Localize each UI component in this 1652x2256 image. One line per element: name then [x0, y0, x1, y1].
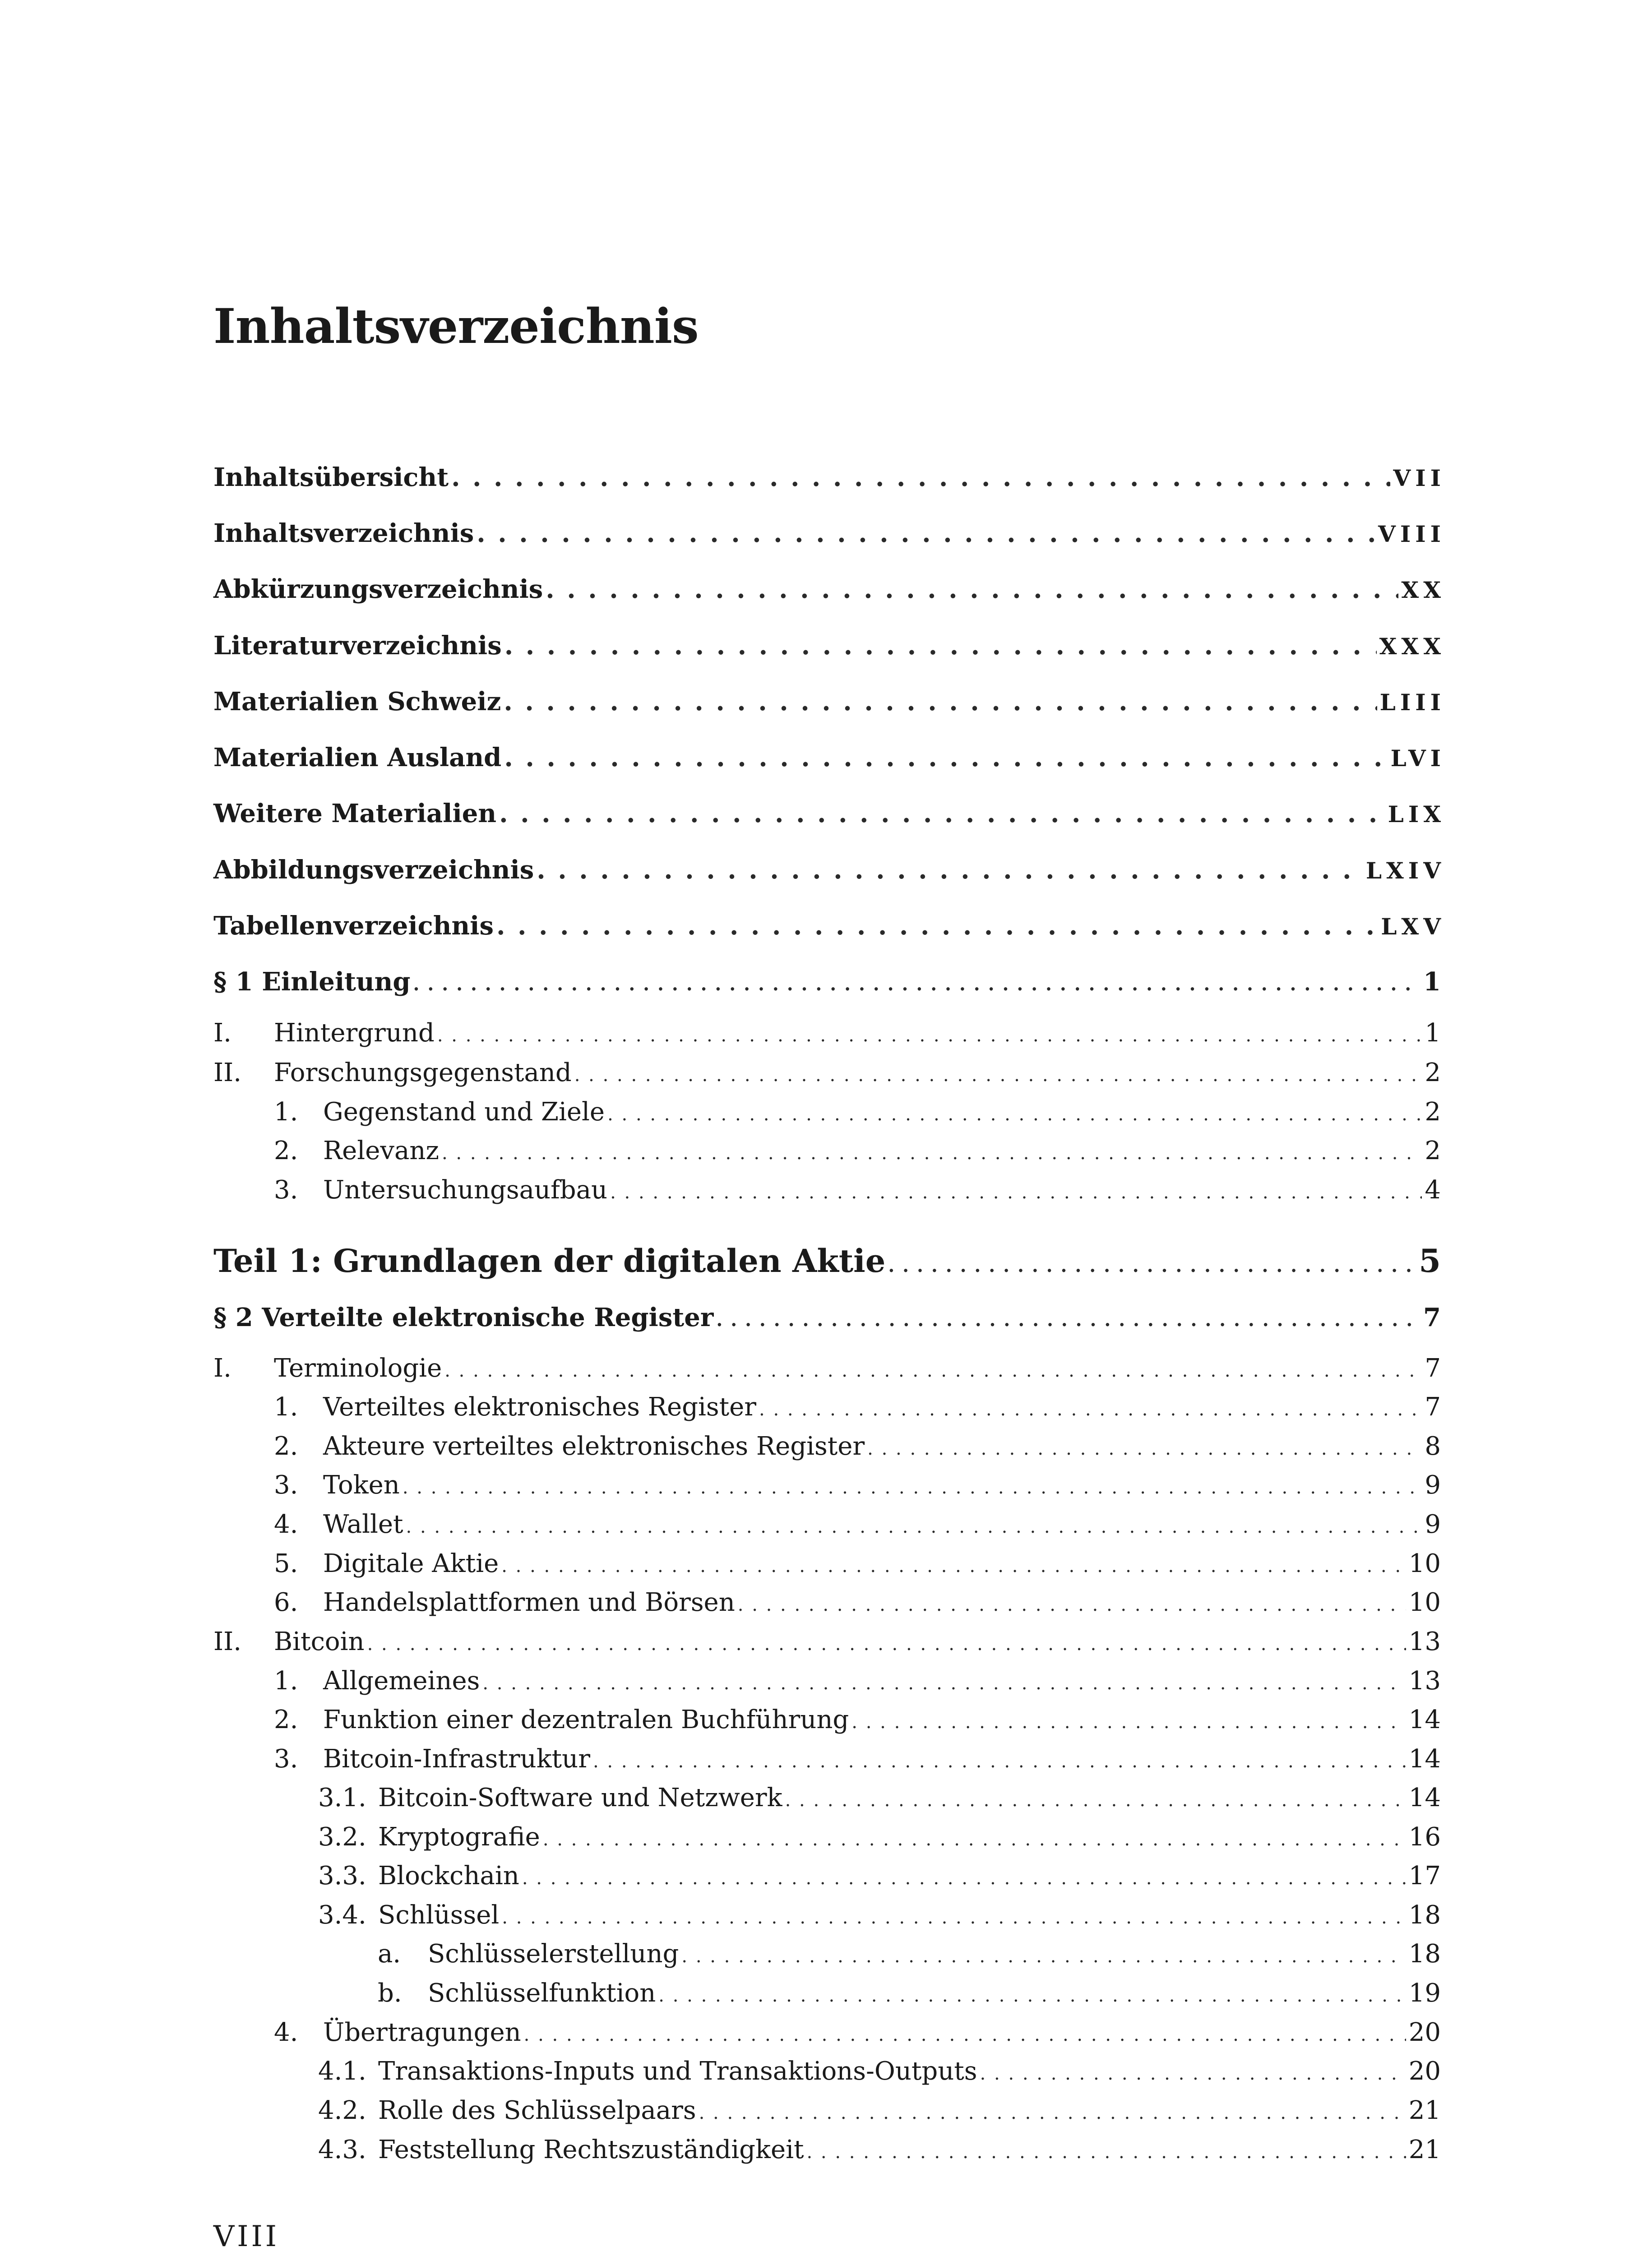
toc-entry-number: I. — [213, 1018, 231, 1048]
dot-leader — [759, 1401, 1422, 1419]
dot-leader — [807, 2143, 1406, 2161]
toc-entry[interactable] — [0, 1138, 1652, 1179]
toc-entry-number: 4.2. — [318, 2096, 366, 2125]
toc-entry[interactable] — [0, 689, 1652, 730]
toc-entry[interactable] — [0, 1707, 1652, 1748]
toc-entry-label: Rolle des Schlüsselpaars — [378, 2096, 696, 2125]
dot-leader — [451, 465, 1390, 490]
toc-entry[interactable] — [0, 1939, 1652, 1982]
toc-entry-page: VIII — [1378, 521, 1445, 547]
toc-entry[interactable] — [0, 1060, 1652, 1101]
toc-entry-number: 2. — [274, 1432, 298, 1461]
toc-entry[interactable] — [0, 1018, 1652, 1061]
toc-entry[interactable] — [0, 1900, 1652, 1943]
dot-leader — [610, 1183, 1422, 1202]
toc-entry-label: Blockchain — [378, 1861, 519, 1891]
toc-entry-page: 14 — [1408, 1744, 1441, 1774]
toc-entry-label: Untersuchungsaufbau — [323, 1175, 608, 1205]
dot-leader — [499, 801, 1385, 826]
toc-entry[interactable] — [0, 1470, 1652, 1513]
toc-entry[interactable] — [0, 1242, 1652, 1286]
toc-entry[interactable] — [0, 2020, 1652, 2061]
toc-entry[interactable] — [0, 1822, 1652, 1865]
page-title: Inhaltsverzeichnis — [213, 298, 699, 354]
toc-entry[interactable] — [0, 1175, 1652, 1218]
dot-leader — [593, 1752, 1406, 1771]
toc-entry-number: 1. — [274, 1666, 298, 1696]
dot-leader — [607, 1105, 1422, 1123]
dot-leader — [716, 1311, 1421, 1329]
toc-entry-number: 3. — [274, 1470, 298, 1500]
toc-entry-page: 21 — [1408, 2096, 1441, 2125]
toc-entry-label: Akteure verteiltes elektronisches Register — [323, 1432, 865, 1461]
toc-entry-label: Übertragungen — [323, 2018, 521, 2047]
toc-entry-page: 21 — [1408, 2135, 1441, 2164]
dot-leader — [524, 2026, 1406, 2044]
toc-entry[interactable] — [0, 1512, 1652, 1553]
toc-entry-page: 14 — [1408, 1783, 1441, 1812]
toc-entry-number: 3.1. — [318, 1783, 366, 1812]
toc-entry-number: a. — [378, 1939, 401, 1969]
dot-leader — [537, 857, 1363, 883]
toc-entry-page: 9 — [1425, 1470, 1441, 1500]
toc-entry-page: XXX — [1379, 633, 1445, 660]
toc-entry[interactable] — [0, 913, 1652, 954]
toc-entry-label: Weitere Materialien — [213, 799, 497, 828]
toc-entry-page: 16 — [1408, 1822, 1441, 1852]
toc-entry-page: 1 — [1425, 1018, 1441, 1048]
toc-entry-page: 18 — [1408, 1939, 1441, 1969]
dot-leader — [406, 1518, 1422, 1536]
dot-leader — [403, 1479, 1422, 1497]
toc-entry[interactable] — [0, 518, 1652, 561]
dot-leader — [522, 1869, 1406, 1887]
dot-leader — [574, 1066, 1422, 1084]
toc-entry-page: 7 — [1423, 1303, 1441, 1332]
dot-leader — [546, 577, 1398, 602]
toc-entry-number: 3.3. — [318, 1861, 366, 1891]
toc-entry-label: Schlüsselerstellung — [428, 1939, 679, 1969]
toc-entry-page: 2 — [1425, 1058, 1441, 1087]
toc-entry-page: 14 — [1408, 1705, 1441, 1734]
toc-entry-page: 9 — [1425, 1510, 1441, 1539]
toc-entry-page: VII — [1393, 465, 1445, 491]
dot-leader — [738, 1596, 1406, 1614]
toc-entry-number: 1. — [274, 1097, 298, 1127]
dot-leader — [867, 1440, 1422, 1458]
toc-entry-label: Wallet — [323, 1510, 403, 1539]
toc-entry-page: 2 — [1425, 1136, 1441, 1165]
toc-entry-page: 8 — [1425, 1432, 1441, 1461]
toc-entry[interactable] — [0, 1744, 1652, 1787]
toc-entry-label: Inhaltsübersicht — [213, 462, 449, 492]
toc-entry-label: Materialien Schweiz — [213, 687, 501, 717]
dot-leader — [413, 975, 1421, 994]
toc-entry-number: 4. — [274, 1510, 298, 1539]
dot-leader — [444, 1362, 1422, 1380]
toc-entry-page: XX — [1401, 577, 1445, 603]
toc-entry-number: 4.3. — [318, 2135, 366, 2164]
toc-entry-number: II. — [213, 1627, 242, 1656]
toc-entry-label: Abbildungsverzeichnis — [213, 855, 534, 885]
toc-entry-number: 4. — [274, 2018, 298, 2047]
toc-entry[interactable] — [0, 2137, 1652, 2178]
dot-leader — [504, 689, 1377, 714]
toc-entry[interactable] — [0, 1981, 1652, 2021]
toc-entry[interactable] — [0, 574, 1652, 617]
toc-entry[interactable] — [0, 1785, 1652, 1826]
dot-leader — [543, 1831, 1406, 1849]
toc-entry-label: Feststellung Rechtszuständigkeit — [378, 2135, 804, 2164]
dot-leader — [699, 2104, 1406, 2122]
toc-entry-page: 10 — [1408, 1549, 1441, 1578]
toc-entry[interactable] — [0, 2059, 1652, 2099]
toc-entry-page: 7 — [1425, 1392, 1441, 1422]
toc-entry-number: 1. — [274, 1392, 298, 1422]
dot-leader — [482, 1674, 1406, 1692]
toc-entry-label: Bitcoin-Infrastruktur — [323, 1744, 590, 1774]
toc-entry[interactable] — [0, 1666, 1652, 1709]
toc-entry-page: 17 — [1408, 1861, 1441, 1891]
dot-leader — [367, 1635, 1406, 1653]
toc-entry-label: Hintergrund — [274, 1018, 435, 1048]
dot-leader — [501, 1557, 1406, 1575]
toc-entry[interactable] — [0, 1305, 1652, 1345]
toc-entry-page: 18 — [1408, 1900, 1441, 1930]
dot-leader — [785, 1791, 1406, 1809]
toc-entry-page: LXV — [1381, 913, 1445, 940]
dot-leader — [477, 521, 1375, 546]
toc-entry-number: I. — [213, 1354, 231, 1383]
toc-entry-label: Teil 1: Grundlagen der digitalen Aktie — [213, 1242, 886, 1280]
toc-entry-number: 3.2. — [318, 1822, 366, 1852]
dot-leader — [504, 633, 1377, 658]
toc-entry-page: 1 — [1423, 967, 1441, 997]
toc-entry-label: § 1 Einleitung — [213, 967, 411, 997]
toc-entry-label: Tabellenverzeichnis — [213, 911, 494, 941]
toc-entry[interactable] — [0, 1551, 1652, 1592]
toc-entry-label: Inhaltsverzeichnis — [213, 518, 474, 548]
dot-leader — [437, 1026, 1422, 1045]
dot-leader — [496, 913, 1378, 938]
toc-entry-page: 2 — [1425, 1097, 1441, 1127]
toc-entry[interactable] — [0, 1629, 1652, 1670]
toc-entry-number: 3.4. — [318, 1900, 366, 1930]
toc-entry[interactable] — [0, 857, 1652, 898]
toc-entry-label: Terminologie — [274, 1354, 442, 1383]
toc-entry-page: 20 — [1408, 2057, 1441, 2086]
toc-entry-number: 2. — [274, 1136, 298, 1165]
toc-entry-page: 10 — [1408, 1588, 1441, 1617]
toc-entry-page: 20 — [1408, 2018, 1441, 2047]
toc-entry-page: 19 — [1408, 1979, 1441, 2008]
toc-entry-page: 4 — [1425, 1175, 1441, 1205]
toc-entry-label: Allgemeines — [323, 1666, 480, 1696]
toc-entry-label: Bitcoin-Software und Netzwerk — [378, 1783, 782, 1812]
dot-leader — [504, 745, 1388, 770]
toc-entry-number: 3. — [274, 1175, 298, 1205]
toc-entry-number: 2. — [274, 1705, 298, 1734]
dot-leader — [851, 1713, 1406, 1731]
toc-entry-label: Transaktions-Inputs und Transaktions-Outputs — [378, 2057, 977, 2086]
toc-entry-label: Token — [323, 1470, 400, 1500]
toc-entry[interactable] — [0, 1863, 1652, 1904]
toc-entry-page: 13 — [1408, 1666, 1441, 1696]
toc-entry[interactable] — [0, 1356, 1652, 1396]
toc-entry-label: Funktion einer dezentralen Buchführung — [323, 1705, 849, 1734]
toc-entry[interactable] — [0, 2098, 1652, 2139]
toc-entry-label: § 2 Verteilte elektronische Register — [213, 1303, 714, 1332]
toc-entry-page: LIX — [1388, 801, 1445, 828]
toc-entry-page: LVI — [1390, 745, 1445, 772]
dot-leader — [658, 1987, 1406, 2005]
toc-entry[interactable] — [0, 801, 1652, 841]
dot-leader — [502, 1909, 1406, 1927]
toc-entry-page: 5 — [1419, 1242, 1441, 1280]
toc-entry[interactable] — [0, 969, 1652, 1010]
dot-leader — [980, 2065, 1406, 2083]
toc-entry[interactable] — [0, 1590, 1652, 1631]
toc-entry-label: Verteiltes elektronisches Register — [323, 1392, 757, 1422]
toc-entry[interactable] — [0, 462, 1652, 505]
toc-entry[interactable] — [0, 745, 1652, 786]
toc-entry[interactable] — [0, 1434, 1652, 1475]
toc-entry-page: 7 — [1425, 1354, 1441, 1383]
toc-entry-label: Schlüssel — [378, 1900, 500, 1930]
toc-entry-page: 13 — [1408, 1627, 1441, 1656]
toc-entry-label: Relevanz — [323, 1136, 439, 1165]
toc-entry-number: 4.1. — [318, 2057, 366, 2086]
toc-entry-label: Kryptografie — [378, 1822, 540, 1852]
dot-leader — [442, 1144, 1422, 1162]
toc-entry[interactable] — [0, 1097, 1652, 1140]
toc-entry-label: Schlüsselfunktion — [428, 1979, 656, 2008]
dot-leader — [888, 1257, 1416, 1275]
toc-entry-page: LIII — [1379, 689, 1445, 716]
toc-entry-label: Abkürzungsverzeichnis — [213, 574, 543, 604]
toc-entry-number: b. — [378, 1979, 402, 2008]
page-number: VIII — [213, 2220, 280, 2253]
toc-entry-number: 6. — [274, 1588, 298, 1617]
toc-entry-label: Gegenstand und Ziele — [323, 1097, 605, 1127]
toc-entry-number: II. — [213, 1058, 242, 1087]
toc-entry-label: Materialien Ausland — [213, 743, 502, 772]
toc-entry[interactable] — [0, 1392, 1652, 1435]
toc-entry-page: LXIV — [1365, 857, 1445, 884]
dot-leader — [681, 1947, 1406, 1965]
toc-entry-label: Bitcoin — [274, 1627, 365, 1656]
toc-entry-label: Handelsplattformen und Börsen — [323, 1588, 735, 1617]
toc-entry-label: Digitale Aktie — [323, 1549, 499, 1578]
toc-entry-label: Literaturverzeichnis — [213, 631, 502, 661]
toc-entry[interactable] — [0, 633, 1652, 674]
toc-entry-number: 5. — [274, 1549, 298, 1578]
toc-entry-number: 3. — [274, 1744, 298, 1774]
toc-entry-label: Forschungsgegenstand — [274, 1058, 572, 1087]
